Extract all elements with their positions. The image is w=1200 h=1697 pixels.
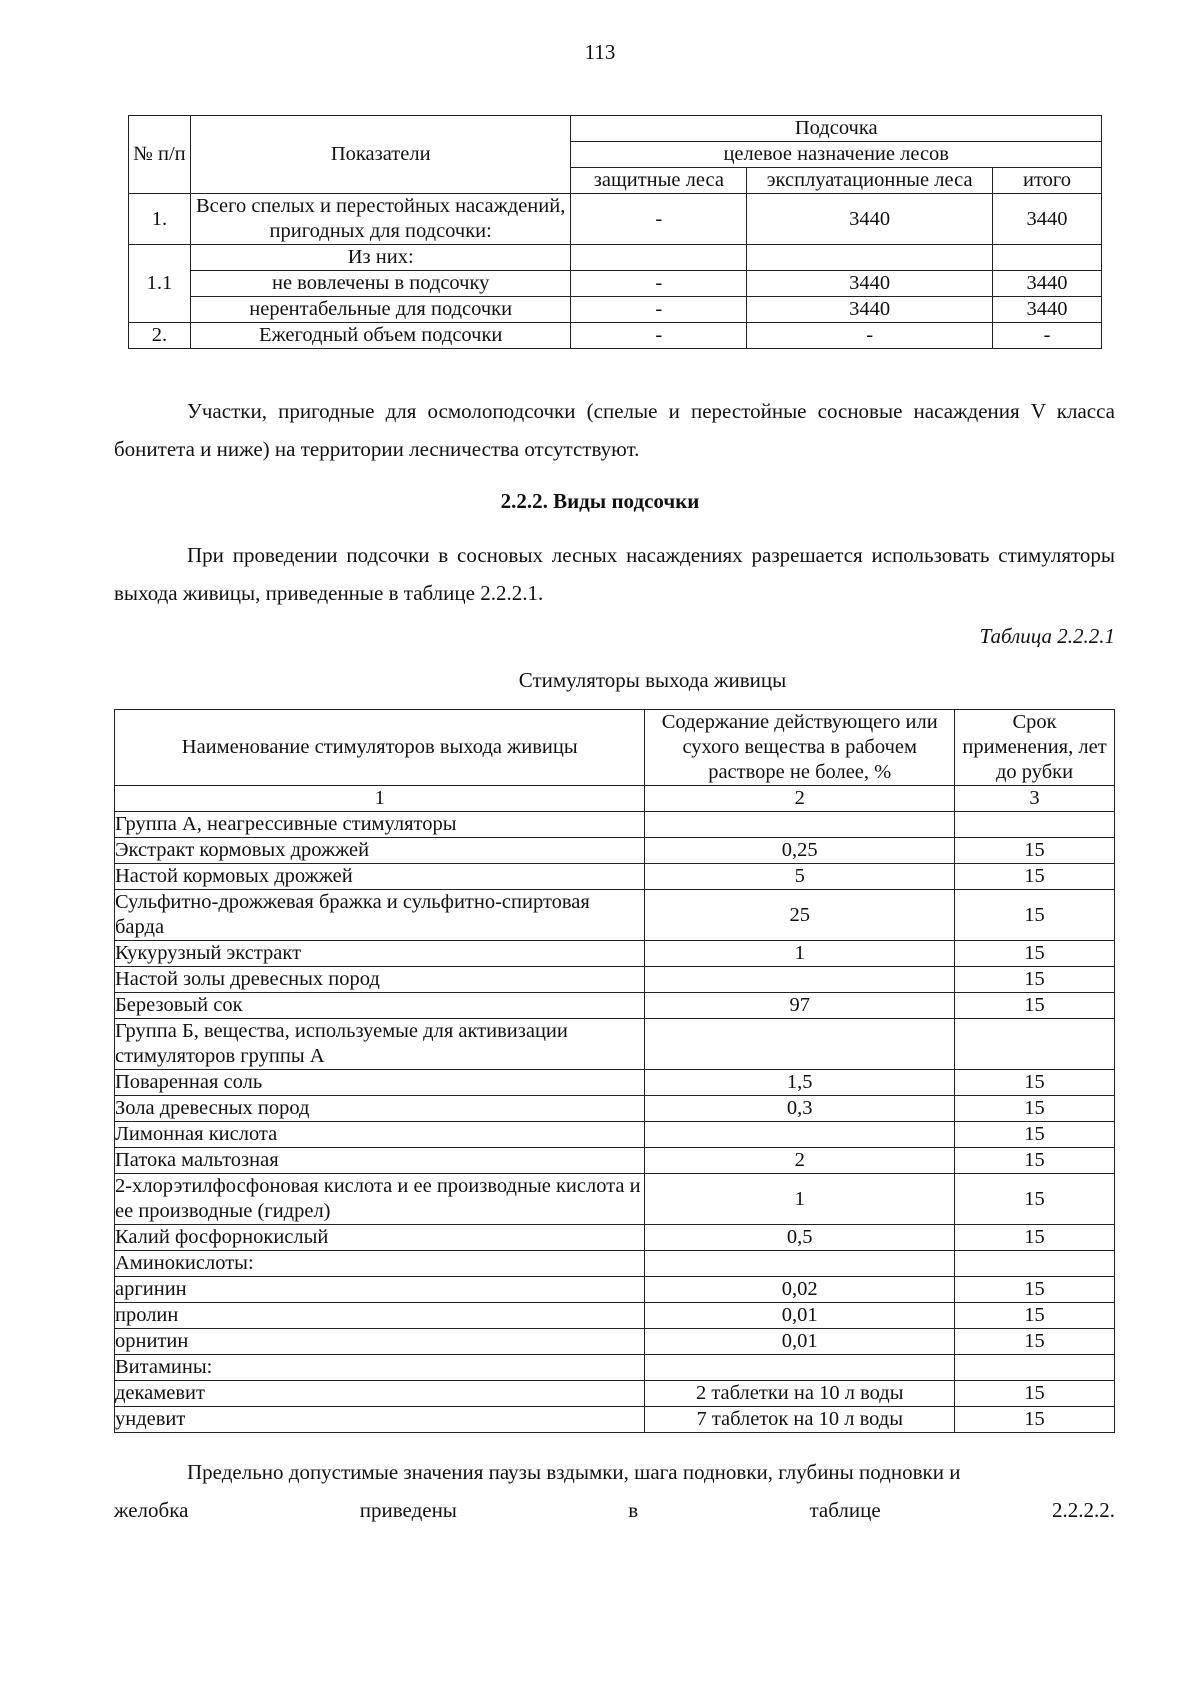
cell-term: 15 bbox=[955, 1122, 1115, 1148]
column-number: 2 bbox=[645, 786, 955, 812]
table-row bbox=[115, 1277, 1115, 1303]
cell-content: 2 таблетки на 10 л воды bbox=[645, 1381, 955, 1407]
table-row bbox=[115, 1225, 1115, 1251]
stimulators-table-body bbox=[115, 812, 1115, 1433]
table-row bbox=[115, 1174, 1115, 1225]
cell-term: 15 bbox=[955, 1303, 1115, 1329]
cell-content bbox=[645, 812, 955, 838]
stimulator-name: ундевит bbox=[115, 1407, 645, 1433]
table-row bbox=[115, 1329, 1115, 1355]
header-exploitation: эксплуатационные леса bbox=[747, 168, 993, 194]
column-number: 3 bbox=[955, 786, 1115, 812]
row-num: 1.1 bbox=[129, 245, 191, 323]
cell-content: 5 bbox=[645, 864, 955, 890]
cell-exploitation: 3440 bbox=[747, 271, 993, 297]
cell-term: 15 bbox=[955, 1225, 1115, 1251]
cell-content: 0,02 bbox=[645, 1277, 955, 1303]
cell-term: 15 bbox=[955, 1277, 1115, 1303]
cell-content: 0,01 bbox=[645, 1303, 955, 1329]
table-row bbox=[115, 864, 1115, 890]
cell-content bbox=[645, 967, 955, 993]
stimulator-name: Зола древесных пород bbox=[115, 1096, 645, 1122]
table-row bbox=[115, 1355, 1115, 1381]
row-label: Всего спелых и перестойных насаждений, пригодных для подсочки: bbox=[190, 194, 571, 245]
header-purpose: целевое назначение лесов bbox=[571, 142, 1102, 168]
stimulator-name: пролин bbox=[115, 1303, 645, 1329]
table-label: Таблица 2.2.2.1 bbox=[979, 624, 1115, 648]
cell-total: - bbox=[993, 323, 1102, 349]
section-heading: 2.2.2. Виды подсочки bbox=[500, 489, 700, 513]
table-row bbox=[115, 1251, 1115, 1277]
stimulator-name: Витамины: bbox=[115, 1355, 645, 1381]
stimulator-name: Поваренная соль bbox=[115, 1070, 645, 1096]
cell-content: 97 bbox=[645, 993, 955, 1019]
row-num: 2. bbox=[129, 323, 191, 349]
cell-exploitation: - bbox=[747, 323, 993, 349]
table-header-row bbox=[115, 710, 1115, 786]
cell-content bbox=[645, 1019, 955, 1070]
cell-term bbox=[955, 812, 1115, 838]
cell-term bbox=[955, 1019, 1115, 1070]
table-row bbox=[115, 967, 1115, 993]
cell-content: 0,25 bbox=[645, 838, 955, 864]
cell-term: 15 bbox=[955, 967, 1115, 993]
cell-content: 1 bbox=[645, 941, 955, 967]
table-row bbox=[115, 1148, 1115, 1174]
word: 2.2.2.2. bbox=[1051, 1498, 1115, 1522]
paragraph-3: Предельно допустимые значения паузы вздымки, шага подновки, глубины подновки и bbox=[187, 1460, 961, 1484]
table-row bbox=[115, 1019, 1115, 1070]
table-row bbox=[115, 1122, 1115, 1148]
table-row bbox=[129, 271, 1102, 297]
stimulator-name: Сульфитно-дрожжевая бражка и сульфитно-спиртовая барда bbox=[115, 890, 645, 941]
header-protective: защитные леса bbox=[571, 168, 747, 194]
cell-term: 15 bbox=[955, 1096, 1115, 1122]
header-name: Наименование стимуляторов выхода живицы bbox=[115, 710, 645, 786]
stimulator-name: Березовый сок bbox=[115, 993, 645, 1019]
stimulator-name: Кукурузный экстракт bbox=[115, 941, 645, 967]
cell-term: 15 bbox=[955, 1174, 1115, 1225]
stimulator-name: 2-хлорэтилфосфоновая кислота и ее производные кислота и ее производные (гидрел) bbox=[115, 1174, 645, 1225]
table-row bbox=[129, 245, 1102, 271]
stimulator-name: орнитин bbox=[115, 1329, 645, 1355]
stimulator-name: Лимонная кислота bbox=[115, 1122, 645, 1148]
header-term: Срок применения, лет до рубки bbox=[955, 710, 1115, 786]
cell-term: 15 bbox=[955, 1070, 1115, 1096]
table-row bbox=[115, 838, 1115, 864]
cell-protective: - bbox=[571, 194, 747, 245]
row-label: Из них: bbox=[190, 245, 571, 271]
word: желобка bbox=[114, 1498, 189, 1522]
cell-term: 15 bbox=[955, 941, 1115, 967]
header-num: № п/п bbox=[129, 116, 191, 194]
cell-term: 15 bbox=[955, 1381, 1115, 1407]
header-podsochka: Подсочка bbox=[571, 116, 1102, 142]
header-content: Содержание действующего или сухого вещества в рабочем растворе не более, % bbox=[645, 710, 955, 786]
column-number: 1 bbox=[115, 786, 645, 812]
cell-term: 15 bbox=[955, 1329, 1115, 1355]
cell-total: 3440 bbox=[993, 194, 1102, 245]
table-row bbox=[115, 993, 1115, 1019]
empty-cell bbox=[993, 245, 1102, 271]
cell-content: 0,01 bbox=[645, 1329, 955, 1355]
paragraph-1: Участки, пригодные для осмолоподсочки (спелые и перестойные сосновые насаждения V класса бонитета и ниже) на территории лесничества отсутствуют. bbox=[114, 399, 1115, 461]
header-indicators: Показатели bbox=[190, 116, 571, 194]
table-row bbox=[115, 1096, 1115, 1122]
cell-protective: - bbox=[571, 297, 747, 323]
paragraph-3-last-line bbox=[114, 1498, 1115, 1523]
cell-total: 3440 bbox=[993, 297, 1102, 323]
table-row bbox=[115, 1070, 1115, 1096]
tapping-table bbox=[128, 115, 1102, 349]
stimulator-name: Настой золы древесных пород bbox=[115, 967, 645, 993]
table-row bbox=[129, 323, 1102, 349]
cell-content: 7 таблеток на 10 л воды bbox=[645, 1407, 955, 1433]
word: приведены bbox=[359, 1498, 457, 1522]
row-label: нерентабельные для подсочки bbox=[190, 297, 571, 323]
cell-term: 15 bbox=[955, 864, 1115, 890]
word: таблице bbox=[809, 1498, 881, 1522]
cell-total: 3440 bbox=[993, 271, 1102, 297]
cell-term: 15 bbox=[955, 1148, 1115, 1174]
row-label: не вовлечены в подсочку bbox=[190, 271, 571, 297]
cell-exploitation: 3440 bbox=[747, 297, 993, 323]
page-number: 113 bbox=[584, 40, 616, 64]
cell-content: 2 bbox=[645, 1148, 955, 1174]
row-label: Ежегодный объем подсочки bbox=[190, 323, 571, 349]
cell-term bbox=[955, 1355, 1115, 1381]
stimulator-name: Группа Б, вещества, используемые для активизации стимуляторов группы А bbox=[115, 1019, 645, 1070]
cell-content: 25 bbox=[645, 890, 955, 941]
cell-content bbox=[645, 1122, 955, 1148]
cell-term bbox=[955, 1251, 1115, 1277]
cell-exploitation: 3440 bbox=[747, 194, 993, 245]
cell-protective: - bbox=[571, 271, 747, 297]
stimulator-name: декамевит bbox=[115, 1381, 645, 1407]
table-title: Стимуляторы выхода живицы bbox=[518, 668, 787, 692]
empty-cell bbox=[571, 245, 747, 271]
cell-content: 0,3 bbox=[645, 1096, 955, 1122]
cell-term: 15 bbox=[955, 890, 1115, 941]
table-row bbox=[115, 1407, 1115, 1433]
cell-term: 15 bbox=[955, 1407, 1115, 1433]
stimulator-name: Настой кормовых дрожжей bbox=[115, 864, 645, 890]
table-row bbox=[115, 1303, 1115, 1329]
table-row bbox=[115, 812, 1115, 838]
cell-content: 1,5 bbox=[645, 1070, 955, 1096]
cell-protective: - bbox=[571, 323, 747, 349]
table-row bbox=[129, 194, 1102, 245]
empty-cell bbox=[747, 245, 993, 271]
stimulator-name: Патока мальтозная bbox=[115, 1148, 645, 1174]
stimulator-name: Аминокислоты: bbox=[115, 1251, 645, 1277]
table-header-row bbox=[129, 116, 1102, 142]
table-row bbox=[115, 1381, 1115, 1407]
word: в bbox=[628, 1498, 639, 1522]
table-row bbox=[115, 941, 1115, 967]
stimulator-name: Экстракт кормовых дрожжей bbox=[115, 838, 645, 864]
stimulator-name: Группа А, неагрессивные стимуляторы bbox=[115, 812, 645, 838]
cell-term: 15 bbox=[955, 993, 1115, 1019]
table-row bbox=[115, 890, 1115, 941]
column-number-row bbox=[115, 786, 1115, 812]
cell-content bbox=[645, 1251, 955, 1277]
table-row bbox=[129, 297, 1102, 323]
cell-content: 1 bbox=[645, 1174, 955, 1225]
row-num: 1. bbox=[129, 194, 191, 245]
stimulator-name: Калий фосфорнокислый bbox=[115, 1225, 645, 1251]
stimulators-table bbox=[114, 709, 1115, 1433]
stimulator-name: аргинин bbox=[115, 1277, 645, 1303]
cell-term: 15 bbox=[955, 838, 1115, 864]
paragraph-2: При проведении подсочки в сосновых лесных насаждениях разрешается использовать стимуляторы выхода живицы, приведенные в таблице 2.2.2.1. bbox=[114, 543, 1115, 605]
header-total: итого bbox=[993, 168, 1102, 194]
cell-content bbox=[645, 1355, 955, 1381]
cell-content: 0,5 bbox=[645, 1225, 955, 1251]
